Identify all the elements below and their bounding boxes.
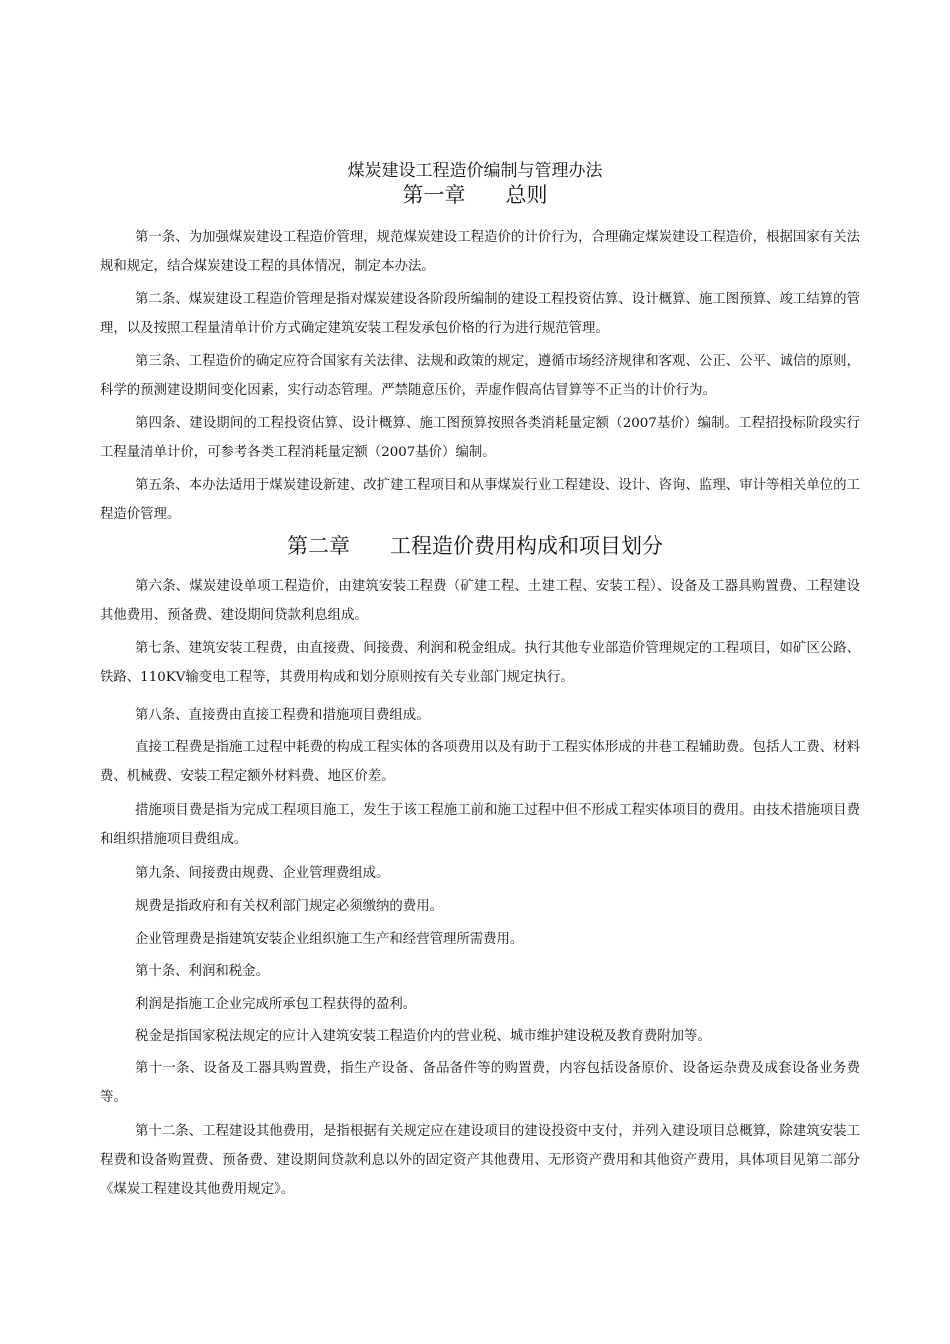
chapter-2-number: 第二章 [287, 534, 350, 558]
article-5: 第五条、本办法适用于煤炭建设新建、改扩建工程项目和从事煤炭行业工程建设、设计、咨询、监理、审计等相关单位的工程造价管理。 [100, 478, 860, 522]
article-12: 第十二条、工程建设其他费用，是指根据有关规定应在建设项目的建设投资中支付，并列入建设项目总概算，除建筑安装工程费和设备购置费、预备费、建设期间贷款利息以外的固定资产其他费用、无形资产费用和其他资产费用，具体项目见第二部分《煤炭工程建设其他费用规定》。 [100, 1124, 860, 1197]
measure-item-cost: 措施项目费是指为完成工程项目施工，发生于该工程施工前和施工过程中但不形成工程实体项目的费用。由技术措施项目费和组织措施项目费组成。 [100, 803, 860, 847]
article-4: 第四条、建设期间的工程投资估算、设计概算、施工图预算按照各类消耗量定额（2007基价）编制。工程招投标阶段实行工程量清单计价，可参考各类工程消耗量定额（2007基价）编制。 [100, 416, 860, 460]
article-9: 第九条、间接费由规费、企业管理费组成。 [135, 866, 390, 881]
chapter-1-heading [0, 182, 950, 208]
article-1: 第一条、为加强煤炭建设工程造价管理，规范煤炭建设工程造价的计价行为，合理确定煤炭建设工程造价，根据国家有关法规和规定，结合煤炭建设工程的具体情况，制定本办法。 [100, 230, 860, 274]
article-7: 第七条、建筑安装工程费，由直接费、间接费、利润和税金组成。执行其他专业部造价管理规定的工程项目，如矿区公路、铁路、110KV输变电工程等，其费用构成和划分原则按有关专业部门规定执行。 [100, 641, 860, 685]
article-6: 第六条、煤炭建设单项工程造价，由建筑安装工程费（矿建工程、土建工程、安装工程）、设备及工器具购置费、工程建设其他费用、预备费、建设期间贷款利息组成。 [100, 579, 860, 623]
article-10: 第十条、利润和税金。 [135, 964, 269, 979]
article-2: 第二条、煤炭建设工程造价管理是指对煤炭建设各阶段所编制的建设工程投资估算、设计概算、施工图预算、竣工结算的管理，以及按照工程量清单计价方式确定建筑安装工程发承包价格的行为进行规范管理。 [100, 292, 860, 336]
direct-engineering-cost: 直接工程费是指施工过程中耗费的构成工程实体的各项费用以及有助于工程实体形成的井巷工程辅助费。包括人工费、材料费、机械费、安装工程定额外材料费、地区价差。 [100, 740, 860, 784]
article-8: 第八条、直接费由直接工程费和措施项目费组成。 [135, 708, 430, 723]
enterprise-management-fee: 企业管理费是指建筑安装企业组织施工生产和经营管理所需费用。 [135, 932, 524, 947]
tax-definition: 税金是指国家税法规定的应计入建筑安装工程造价内的营业税、城市维护建设税及教育费附加等。 [135, 1029, 711, 1044]
chapter-2-heading [0, 532, 950, 560]
chapter-1-number: 第一章 [402, 183, 466, 207]
article-3: 第三条、工程造价的确定应符合国家有关法律、法规和政策的规定，遵循市场经济规律和客观、公正、公平、诚信的原则，科学的预测建设期间变化因素，实行动态管理。严禁随意压价，弄虚作假高估冒算等不正当的计价行为。 [100, 354, 860, 398]
article-11: 第十一条、设备及工器具购置费，指生产设备、备品备件等的购置费，内容包括设备原价、设备运杂费及成套设备业务费等。 [100, 1061, 860, 1105]
profit-definition: 利润是指施工企业完成所承包工程获得的盈利。 [135, 997, 417, 1012]
chapter-2-name: 工程造价费用构成和项目划分 [390, 534, 663, 558]
chapter-1-name: 总则 [505, 183, 548, 207]
statutory-fees: 规费是指政府和有关权利部门规定必须缴纳的费用。 [135, 899, 443, 914]
document-title: 煤炭建设工程造价编制与管理办法 [347, 161, 603, 181]
